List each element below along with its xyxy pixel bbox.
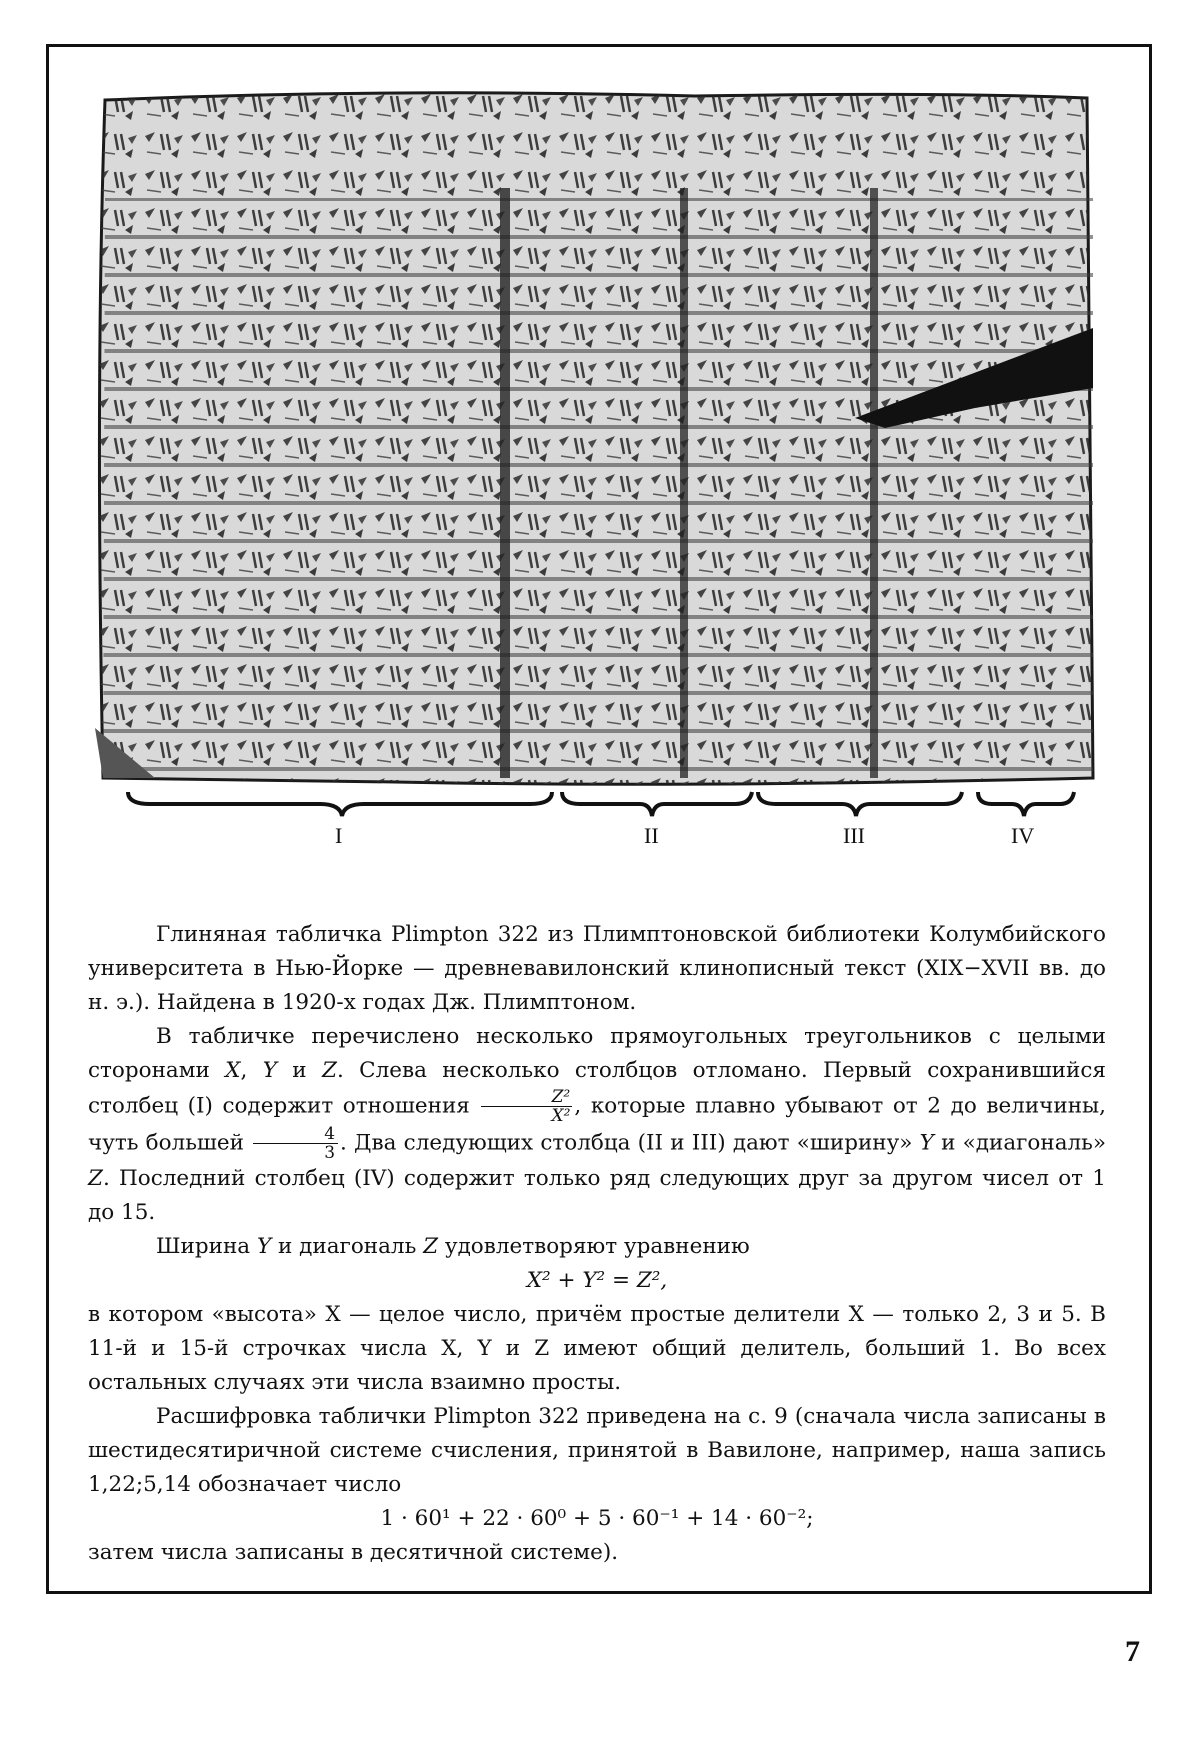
column-label-ii: II <box>644 823 659 849</box>
clay-tablet-image <box>95 88 1100 788</box>
column-label-i: I <box>335 823 342 849</box>
ratio-fraction: Z² X² <box>481 1088 572 1125</box>
paragraph-4: в котором «высота» X — целое число, причём простые делители X — только 2, 3 и 5. В 11-й и 15-й строчках числа X, Y и Z имеют общий делитель, больший 1. Во всех остальных случаях эти числа взаимно просты. <box>88 1298 1106 1400</box>
paragraph-1: Глиняная табличка Plimpton 322 из Плимптоновской библиотеки Колумбийского университета в Нью-Йорке — древневавилонский клинописный текст (XIX−XVII вв. до н. э.). Найдена в 1920-х годах Дж. Плимптоном. <box>88 918 1106 1020</box>
paragraph-6: затем числа записаны в десятичной системе). <box>88 1536 1106 1570</box>
column-braces <box>0 790 1200 820</box>
column-label-iii: III <box>843 823 865 849</box>
sexagesimal-equation: 1 · 60¹ + 22 · 60⁰ + 5 · 60⁻¹ + 14 · 60⁻²; <box>88 1502 1106 1536</box>
pythagorean-equation: X² + Y² = Z², <box>88 1264 1106 1298</box>
paragraph-3: Ширина Y и диагональ Z удовлетворяют уравнению <box>88 1230 1106 1264</box>
four-thirds-fraction: 4 3 <box>253 1125 338 1162</box>
caption-text <box>88 918 1106 1570</box>
column-label-iv: IV <box>1011 823 1034 849</box>
paragraph-2: В табличке перечислено несколько прямоугольных треугольников с целыми сторонами X, Y и Z. Слева несколько столбцов отломано. Первый сохранившийся столбец (I) содержит отношения Z² X² , которые плавно убывают от 2 до величины, чуть большей 4 3 . Два следующих столбца (II и III) дают «ширину» Y и «диагональ» Z. Последний столбец (IV) содержит только ряд следующих друг за другом чисел от 1 до 15. <box>88 1020 1106 1230</box>
page-number: 7 <box>1125 1635 1140 1669</box>
paragraph-5: Расшифровка таблички Plimpton 322 приведена на с. 9 (сначала числа записаны в шестидесятиричной системе счисления, принятой в Вавилоне, например, наша запись 1,22;5,14 обозначает число <box>88 1400 1106 1502</box>
